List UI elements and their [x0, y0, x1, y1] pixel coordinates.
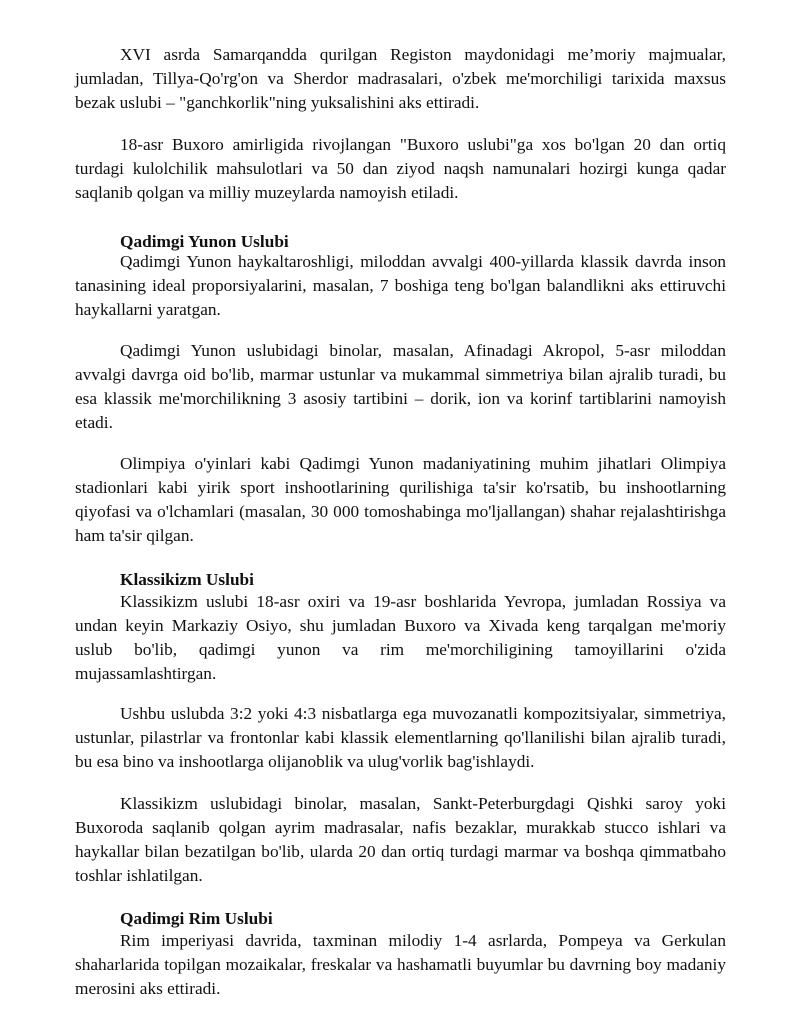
paragraph-yunon-binolar: Qadimgi Yunon uslubidagi binolar, masalan, Afinadagi Akropol, 5-asr miloddan avvalgi davrga oid bo'lib, marmar ustunlar va mukammal simmetriya bilan ajralib turadi, bu esa klassik me'morchilikning 3 asosiy tartibini – dorik, ion va korinf tartiblarini namoyish etadi. — [75, 341, 726, 432]
heading-qadimgi-rim: Qadimgi Rim Uslubi — [120, 909, 273, 928]
paragraph-yunon-haykaltaroshligi: Qadimgi Yunon haykaltaroshligi, miloddan avvalgi 400-yillarda klassik davrda inson tanasining ideal proporsiyalarini, masalan, 7 boshiga teng bo'lgan balandlikni aks ettiruvchi haykallarni yaratgan. — [75, 252, 726, 319]
paragraph-klassikizm-binolar: Klassikizm uslubidagi binolar, masalan, Sankt-Peterburgdagi Qishki saroy yoki Buxoroda saqlanib qolgan ayrim madrasalar, nafis bezaklar, murakkab stucco ishlari va haykallar bilan bezatilgan bo'lib, ularda 20 dan ortiq turdagi marmar va boshqa qimmatbaho toshlar ishlatilgan. — [75, 794, 726, 885]
heading-klassikizm: Klassikizm Uslubi — [120, 570, 254, 589]
heading-qadimgi-yunon: Qadimgi Yunon Uslubi — [120, 232, 289, 251]
paragraph-klassikizm-uslubi: Klassikizm uslubi 18-asr oxiri va 19-asr boshlarida Yevropa, jumladan Rossiya va undan keyin Markaziy Osiyo, shu jumladan Buxoro va Xivada keng tarqalgan me'moriy uslub bo'lib, qadimgi yunon va rim me'morchiligining tamoyillarini o'zida mujassamlashtirgan. — [75, 592, 726, 683]
paragraph-nisbatlar: Ushbu uslubda 3:2 yoki 4:3 nisbatlarga ega muvozanatli kompozitsiyalar, simmetriya, ustunlar, pilastrlar va frontonlar kabi klassik elementlarning qo'llanilishi bilan ajralib turadi, bu esa bino va inshootlarga olijanoblik va ulug'vorlik bag'ishlaydi. — [75, 704, 726, 771]
paragraph-olimpiya: Olimpiya o'yinlari kabi Qadimgi Yunon madaniyatining muhim jihatlari Olimpiya stadionlari kabi yirik sport inshootlarining qurilishiga ta'sir ko'rsatib, bu inshootlarning qiyofasi va o'lchamlari (masalan, 30 000 tomoshabinga mo'ljallangan) shahar rejalashtirishga ham ta'sir qilgan. — [75, 454, 726, 545]
paragraph-buxoro-uslubi: 18-asr Buxoro amirligida rivojlangan "Buxoro uslubi"ga xos bo'lgan 20 dan ortiq turdagi kulolchilik mahsulotlari va 50 dan ziyod naqsh namunalari hozirgi kunga qadar saqlanib qolgan va milliy muzeylarda namoyish etiladi. — [75, 135, 726, 202]
paragraph-rim-imperiyasi: Rim imperiyasi davrida, taxminan milodiy 1-4 asrlarda, Pompeya va Gerkulan shaharlarida topilgan mozaikalar, freskalar va hashamatli buyumlar bu davrning boy madaniy merosini aks ettiradi. — [75, 931, 726, 998]
paragraph-registon: XVI asrda Samarqandda qurilgan Registon maydonidagi me’moriy majmualar, jumladan, Tillya-Qo'rg'on va Sherdor madrasalari, o'zbek me'morchiligi tarixida maxsus bezak uslubi – "ganchkorlik"ning yuksalishini aks ettiradi. — [75, 45, 726, 112]
